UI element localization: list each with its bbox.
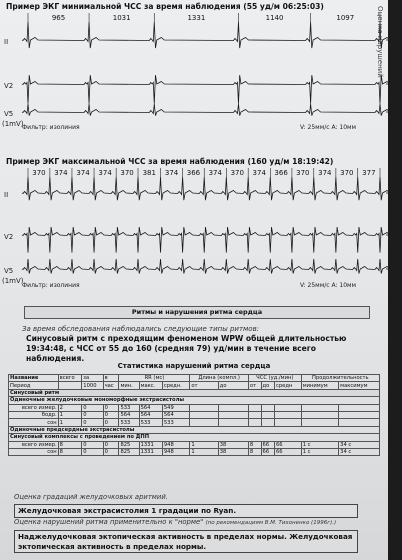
ecg-trace-V5 <box>22 104 388 116</box>
table-cell: 38 <box>218 441 248 448</box>
calibration-label: (1mV) <box>2 277 24 285</box>
table-cell <box>301 404 338 411</box>
table-cell: 948 <box>162 441 190 448</box>
table-cell: 66 <box>261 448 274 455</box>
table-cell <box>275 411 302 418</box>
table-cell <box>190 419 218 426</box>
lead-label: V5 <box>4 110 14 118</box>
ecg-min-strip <box>0 10 388 128</box>
table-cell: 1 <box>190 448 218 455</box>
lead-label: V5 <box>4 267 14 275</box>
table-cell: 1 <box>58 419 82 426</box>
table-cell <box>275 404 302 411</box>
table-cell <box>339 419 380 426</box>
corner-text: Оценка нарушений <box>376 6 384 78</box>
table-cell: 0 <box>82 448 103 455</box>
table-cell: 1 <box>58 411 82 418</box>
table-cell: 34 с <box>339 448 380 455</box>
rr-interval-label: 965 <box>51 14 66 22</box>
ecg-min-speed: V: 25мм/с A: 10мм <box>300 124 357 131</box>
table-cell: сон <box>9 419 59 426</box>
rr-interval-label: 1097 <box>336 14 355 22</box>
rr-interval-label: 1140 <box>265 14 284 22</box>
table-cell <box>275 419 302 426</box>
rr-interval-label: 370 <box>296 169 310 177</box>
rhythm-description: Синусовый ритм с преходящим феноменом WPW общей длительностью 19:34:48, с ЧСС от 55 до 160 (средняя 79) уд/мин в течение всего наблюдения. <box>26 334 347 363</box>
rr-interval-label: 370 <box>230 169 244 177</box>
rr-interval-label: 374 <box>208 169 222 177</box>
arrhythmia-stats-table <box>8 374 380 456</box>
table-cell: 825 <box>119 441 139 448</box>
table-cell: 549 <box>162 404 190 411</box>
rr-interval-label: 377 <box>362 169 376 177</box>
table-cell: всего измер. <box>9 404 59 411</box>
ecg-max-strip <box>0 165 388 285</box>
table-cell: 0 <box>82 441 103 448</box>
table-cell: 8 <box>58 441 82 448</box>
table-cell <box>301 411 338 418</box>
table-cell: 1331 <box>139 441 162 448</box>
table-cell <box>261 419 274 426</box>
rr-interval-label: 1031 <box>112 14 131 22</box>
table-cell: 564 <box>119 411 139 418</box>
table-cell: 948 <box>162 448 190 455</box>
table-cell: 0 <box>82 404 103 411</box>
rr-interval-label: 370 <box>120 169 134 177</box>
rr-interval-label: 374 <box>76 169 90 177</box>
table-cell: 564 <box>162 411 190 418</box>
table-cell <box>339 411 380 418</box>
table-cell: 38 <box>218 448 248 455</box>
rhythm-section-heading: Ритмы и нарушения ритма сердца <box>24 306 370 319</box>
ecg-max-filter: Фильтр: изолиния <box>22 282 80 289</box>
table-cell: 533 <box>139 419 162 426</box>
norm-label: Оценка нарушений ритма применительно к "норме" (по рекомендациям В.М. Тихоненко (1996г).) <box>14 518 337 526</box>
table-row <box>9 404 380 411</box>
stats-title: Статистика нарушений ритма сердца <box>117 362 271 370</box>
lead-label: II <box>4 38 9 46</box>
vent-grade-box: Желудочковая экстрасистолия 1 градации по Ryan. <box>14 504 358 518</box>
ecg-max-title: Пример ЭКГ максимальной ЧСС за время наблюдения (160 уд/м 18:19:42) <box>6 157 334 166</box>
rr-interval-label: 366 <box>274 169 288 177</box>
table-row-complex-title: Синусовый комплексы с проведением по ДПП <box>9 434 380 441</box>
rr-interval-label: 374 <box>318 169 332 177</box>
table-cell <box>218 419 248 426</box>
table-cell: 0 <box>103 419 119 426</box>
rr-interval-label: 374 <box>252 169 266 177</box>
rr-interval-label: 370 <box>340 169 354 177</box>
table-cell: 8 <box>248 448 261 455</box>
table-cell: 2 <box>58 404 82 411</box>
rr-interval-label: 381 <box>142 169 156 177</box>
ecg-trace-II <box>22 177 388 200</box>
ecg-trace-II <box>22 22 388 48</box>
table-cell <box>261 411 274 418</box>
table-cell: 533 <box>119 419 139 426</box>
table-cell: 825 <box>119 448 139 455</box>
table-cell <box>261 404 274 411</box>
lead-label: II <box>4 191 9 199</box>
table-header-row: Название всего за в RR (мс) Длина (компл.) ЧСС (уд./мин) Продолжительность <box>9 375 380 382</box>
rr-interval-label: 370 <box>32 169 46 177</box>
table-cell: бодр. <box>9 411 59 418</box>
table-header-row-2: Период 1000 час мин. макс. средн. от до от до средн минимум максимум <box>9 382 380 389</box>
table-cell <box>301 419 338 426</box>
ecg-min-title: Пример ЭКГ минимальной ЧСС за время наблюдения (55 уд/м 06:25:03) <box>6 2 324 11</box>
table-cell: 8 <box>248 441 261 448</box>
table-cell: 66 <box>275 448 302 455</box>
ecg-trace-V2 <box>22 75 388 104</box>
table-cell: 0 <box>82 411 103 418</box>
table-cell <box>248 411 261 418</box>
table-cell: 564 <box>139 411 162 418</box>
table-cell <box>248 404 261 411</box>
table-cell <box>248 419 261 426</box>
table-cell: 533 <box>119 404 139 411</box>
table-cell: сон <box>9 448 59 455</box>
rr-interval-label: 374 <box>98 169 112 177</box>
lead-label: V2 <box>4 233 14 241</box>
rhythm-intro: За время обследования наблюдались следующие типы ритмов: <box>22 325 260 333</box>
table-cell <box>190 404 218 411</box>
table-row <box>9 419 380 426</box>
rr-interval-label: 366 <box>186 169 201 177</box>
table-row-sinus: Синусовый ритм <box>9 389 380 396</box>
lead-label: V2 <box>4 82 14 90</box>
table-row-vent-title: Одиночные желудочковые мономорфные экстрасистолы <box>9 397 380 404</box>
table-cell: 0 <box>103 441 119 448</box>
table-cell <box>190 411 218 418</box>
table-row <box>9 441 380 448</box>
table-row <box>9 411 380 418</box>
table-row <box>9 448 380 455</box>
table-cell: 0 <box>103 448 119 455</box>
table-cell: 1 с <box>301 448 338 455</box>
ecg-trace-V5 <box>22 259 388 274</box>
rr-interval-label: 374 <box>54 169 68 177</box>
vent-grade-label: Оценка градаций желудочковых аритмий. <box>14 493 168 501</box>
norm-box: Наджелудочковая эктопическая активность в пределах нормы. Желудочковая эктопическая активность в пределах нормы. <box>14 530 358 553</box>
table-cell: 0 <box>82 419 103 426</box>
table-cell: 8 <box>58 448 82 455</box>
table-cell: 0 <box>103 411 119 418</box>
rr-interval-label: 1331 <box>187 14 206 22</box>
table-cell <box>218 404 248 411</box>
table-cell: 34 с <box>339 441 380 448</box>
table-cell: всего измер. <box>9 441 59 448</box>
table-cell: 1 <box>190 441 218 448</box>
table-cell: 66 <box>275 441 302 448</box>
calibration-label: (1mV) <box>2 120 24 128</box>
rr-interval-label: 374 <box>164 169 179 177</box>
ecg-trace-V2 <box>22 227 388 253</box>
table-cell <box>218 411 248 418</box>
table-cell: 0 <box>103 404 119 411</box>
table-row-supra-title: Одиночные предсердные экстрасистолы <box>9 426 380 433</box>
ecg-max-speed: V: 25мм/с A: 10мм <box>300 282 357 289</box>
ecg-min-filter: Фильтр: изолиния <box>22 124 80 131</box>
table-cell: 1 с <box>301 441 338 448</box>
table-cell: 66 <box>261 441 274 448</box>
table-cell <box>339 404 380 411</box>
table-cell: 1331 <box>139 448 162 455</box>
table-cell: 564 <box>139 404 162 411</box>
table-cell: 533 <box>162 419 190 426</box>
